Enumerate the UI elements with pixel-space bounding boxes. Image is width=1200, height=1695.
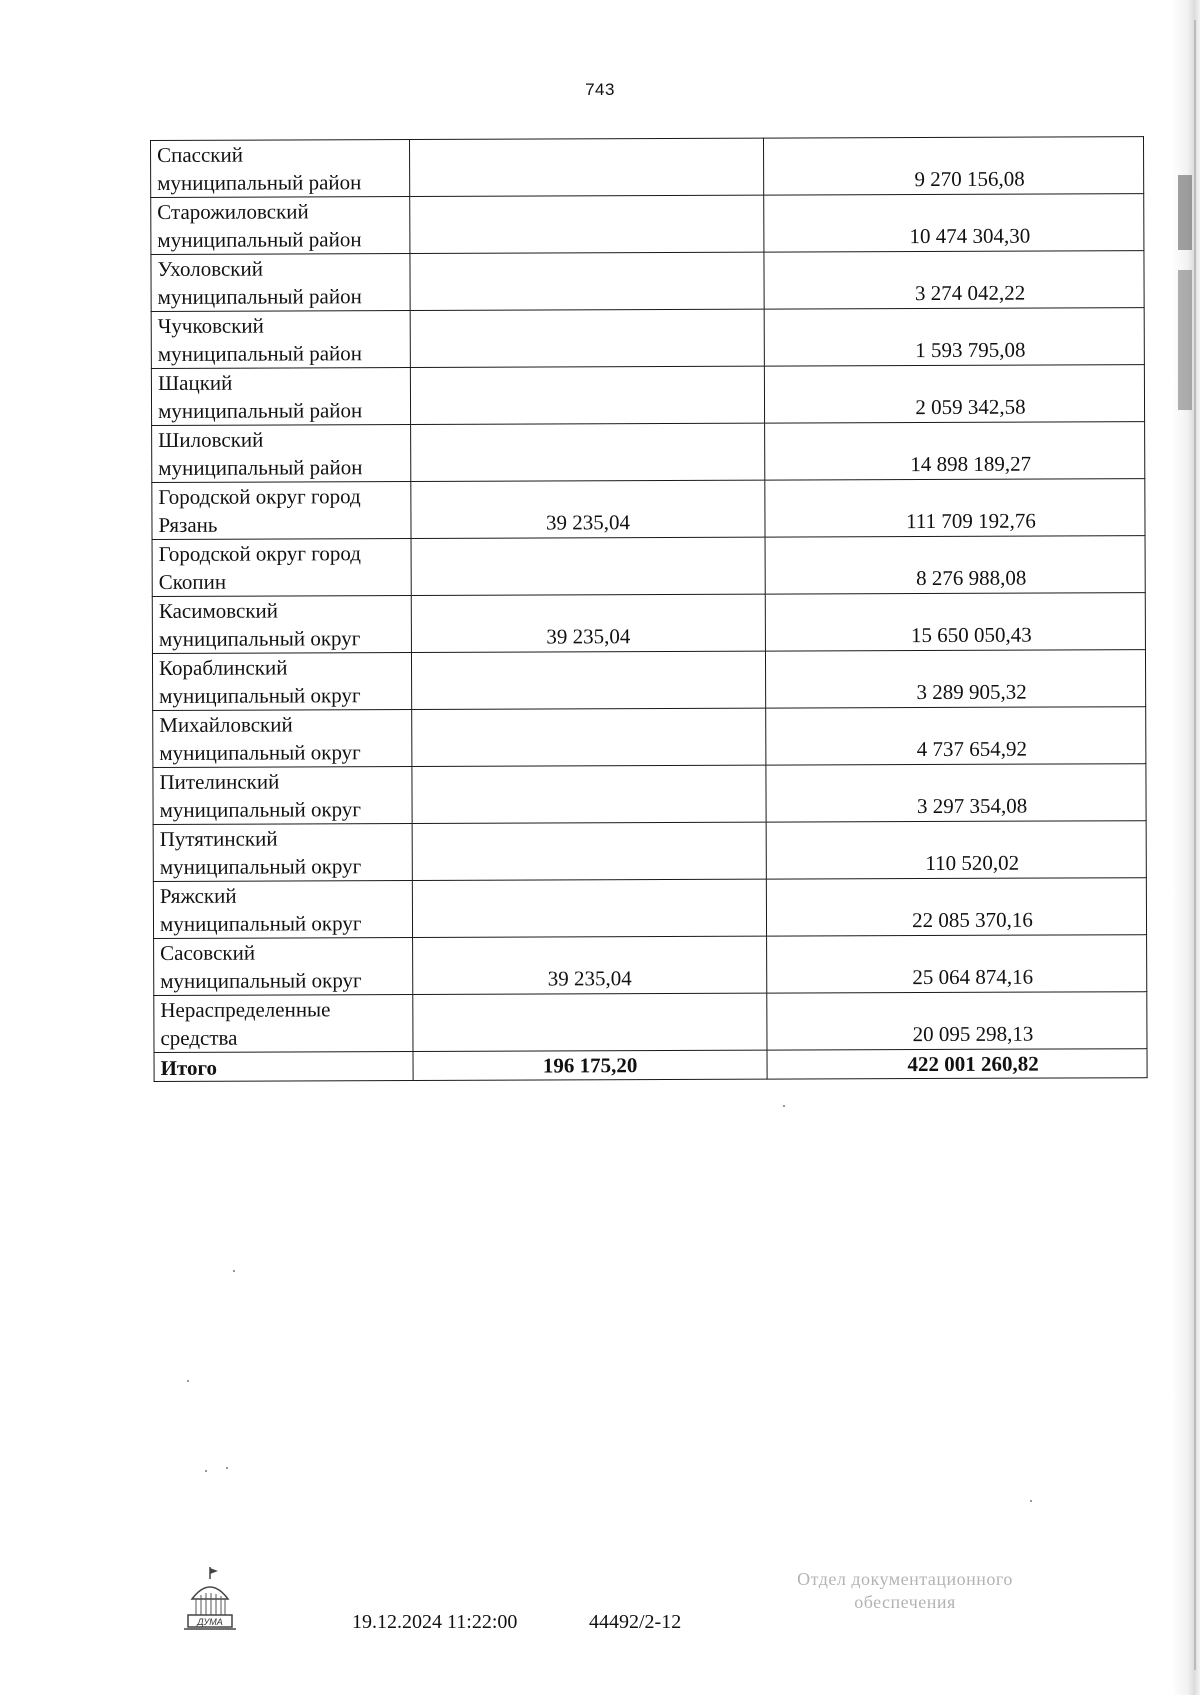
department-stamp — [760, 1568, 1050, 1614]
amount-value: 39 235,04 — [547, 966, 632, 991]
municipality-name-cell — [153, 880, 412, 938]
amount-value: 1 593 795,08 — [915, 337, 1026, 363]
scan-speck — [187, 1380, 189, 1382]
municipality-name-line: муниципальный район — [157, 227, 362, 252]
municipality-name-line: муниципальный район — [157, 284, 362, 309]
table-row — [153, 764, 1146, 825]
municipality-name-line: Ряжский — [159, 883, 237, 908]
table-row — [152, 479, 1145, 540]
municipality-name-line: муниципальный округ — [158, 626, 361, 651]
municipality-name-line: Рязань — [158, 512, 218, 537]
scan-speck — [205, 1470, 207, 1472]
scan-line — [1194, 20, 1196, 1670]
municipality-name-cell — [151, 140, 410, 198]
municipality-name-cell — [152, 425, 411, 483]
municipality-name-cell — [151, 311, 410, 369]
amount-value: 39 235,04 — [546, 624, 631, 649]
total-amount-col3-text: 422 001 260,82 — [907, 1051, 1039, 1077]
scan-speck — [1030, 1500, 1032, 1502]
table-row — [152, 536, 1145, 597]
municipality-name-cell — [153, 709, 412, 767]
table-row — [153, 821, 1146, 882]
amount-value: 9 270 156,08 — [914, 166, 1025, 192]
municipality-name-line: Скопин — [158, 569, 227, 594]
municipality-name-cell — [152, 596, 411, 654]
amount-value: 3 289 905,32 — [916, 679, 1027, 705]
amount-cell-col3 — [766, 821, 1146, 879]
municipality-name-line: Михайловский — [159, 712, 293, 737]
amount-cell-col3 — [763, 137, 1143, 195]
municipality-name-cell — [151, 197, 410, 255]
amount-cell-col2 — [411, 651, 765, 709]
amount-cell-col2 — [412, 879, 766, 937]
stamp-timestamp: 19.12.2024 11:22:00 — [352, 1611, 518, 1633]
total-amount-col2 — [413, 1050, 767, 1080]
municipality-name-cell — [154, 994, 413, 1052]
amount-value: 3 274 042,22 — [914, 280, 1026, 306]
table-row — [151, 137, 1144, 198]
table-row — [151, 365, 1144, 426]
amount-cell-col3 — [767, 935, 1147, 993]
amount-cell-col3 — [767, 992, 1147, 1050]
table-row — [151, 251, 1144, 312]
table-row — [152, 650, 1145, 711]
department-stamp-line: Отдел документационного — [797, 1569, 1013, 1589]
scan-mark — [1178, 270, 1192, 410]
table-body — [151, 137, 1148, 1082]
table-row — [154, 992, 1147, 1053]
municipality-name-line: Спасский — [157, 142, 243, 167]
municipality-name-cell — [152, 539, 411, 597]
table-row — [153, 707, 1146, 768]
amount-cell-col2 — [411, 537, 765, 595]
amount-cell-col3 — [765, 593, 1145, 651]
municipality-name-line: муниципальный округ — [159, 911, 362, 936]
amount-value: 25 064 874,16 — [912, 964, 1034, 990]
municipality-name-cell — [153, 823, 412, 881]
amount-cell-col2 — [411, 480, 765, 538]
table-row — [153, 878, 1146, 939]
amount-cell-col2 — [411, 423, 765, 481]
municipality-name-line: Касимовский — [158, 598, 279, 623]
table-row — [151, 194, 1144, 255]
amount-cell-col2 — [410, 195, 764, 253]
table-row — [152, 422, 1145, 483]
total-row — [154, 1049, 1147, 1082]
municipality-name-line: Путятинский — [159, 826, 278, 851]
municipality-name-line: Старожиловский — [157, 199, 309, 224]
municipality-name-cell — [152, 652, 411, 710]
total-label-cell — [154, 1051, 413, 1081]
amount-cell-col3 — [766, 764, 1146, 822]
scan-speck — [226, 1467, 228, 1469]
municipality-name-cell — [151, 254, 410, 312]
municipality-name-line: муниципальный район — [157, 170, 362, 195]
municipality-name-line: Ухоловский — [157, 256, 264, 281]
amount-cell-col2 — [410, 309, 764, 367]
municipality-name-line: муниципальный район — [157, 398, 363, 423]
amount-cell-col3 — [764, 194, 1144, 252]
municipality-name-line: Пителинский — [159, 769, 280, 794]
amount-cell-col2 — [412, 765, 766, 823]
amount-cell-col3 — [764, 308, 1144, 366]
municipality-name-line: Кораблинский — [158, 655, 288, 680]
amount-cell-col2 — [412, 708, 766, 766]
department-stamp-line: обеспечения — [854, 1592, 956, 1612]
amount-value: 4 737 654,92 — [916, 736, 1028, 762]
amount-value: 15 650 050,43 — [910, 622, 1032, 648]
amount-cell-col3 — [764, 365, 1144, 423]
amount-value: 22 085 370,16 — [912, 907, 1033, 933]
municipality-name-line: Городской округ город — [158, 484, 361, 509]
total-amount-col3 — [767, 1049, 1147, 1079]
municipality-name-cell — [151, 368, 410, 426]
amount-cell-col2 — [410, 138, 764, 196]
municipality-name-line: Чучковский — [157, 313, 264, 338]
municipality-name-line: Шацкий — [157, 370, 233, 395]
amount-value: 2 059 342,58 — [915, 394, 1026, 420]
page-number: 743 — [585, 80, 615, 99]
svg-text:ДУМА: ДУМА — [197, 1617, 223, 1627]
stamp-document-code: 44492/2-12 — [589, 1611, 682, 1633]
amount-value: 14 898 189,27 — [910, 451, 1032, 477]
municipality-name-line: муниципальный район — [157, 341, 363, 366]
municipality-name-cell — [154, 937, 413, 995]
amount-value: 39 235,04 — [545, 510, 631, 535]
municipality-name-line: Нераспределенные — [160, 997, 331, 1022]
amount-value: 8 276 988,08 — [916, 565, 1027, 591]
municipality-name-cell — [153, 766, 412, 824]
scan-speck — [233, 1270, 235, 1272]
municipality-name-line: муниципальный район — [158, 455, 363, 480]
table-row — [154, 935, 1147, 996]
municipality-name-line: муниципальный округ — [160, 968, 362, 993]
amount-value: 20 095 298,13 — [912, 1021, 1034, 1047]
municipality-name-line: муниципальный округ — [159, 683, 361, 708]
municipality-name-line: муниципальный округ — [159, 854, 362, 879]
municipality-name-line: средства — [160, 1025, 238, 1050]
municipality-name-line: Городской округ город — [158, 541, 361, 566]
amount-cell-col3 — [765, 479, 1145, 537]
amount-cell-col3 — [766, 707, 1146, 765]
amount-cell-col2 — [412, 822, 766, 880]
scan-speck — [783, 1105, 785, 1107]
amount-cell-col3 — [765, 536, 1145, 594]
amount-cell-col2 — [411, 594, 765, 652]
total-label-cell-text: Итого — [160, 1055, 217, 1080]
municipality-name-line: Шиловский — [158, 427, 264, 452]
municipality-name-line: Сасовский — [160, 940, 256, 965]
municipality-name-line: муниципальный округ — [159, 797, 362, 822]
table-row — [152, 593, 1145, 654]
amount-cell-col2 — [410, 366, 764, 424]
amount-cell-col2 — [413, 936, 767, 994]
amount-value: 110 520,02 — [925, 850, 1020, 876]
amount-value: 10 474 304,30 — [909, 223, 1031, 249]
municipality-name-line: муниципальный округ — [159, 740, 361, 765]
amount-cell-col2 — [410, 252, 764, 310]
amount-cell-col3 — [764, 251, 1144, 309]
scan-mark — [1178, 175, 1192, 250]
funds-distribution-table — [150, 136, 1148, 1082]
table-row — [151, 308, 1144, 369]
amount-value: 111 709 192,76 — [906, 508, 1036, 534]
amount-cell-col3 — [765, 650, 1145, 708]
amount-cell-col3 — [766, 878, 1146, 936]
amount-cell-col3 — [765, 422, 1145, 480]
total-amount-col2-text: 196 175,20 — [542, 1053, 638, 1078]
duma-logo — [182, 1565, 238, 1631]
municipality-name-cell — [152, 482, 411, 540]
amount-value: 3 297 354,08 — [916, 793, 1028, 819]
amount-cell-col2 — [413, 993, 767, 1051]
